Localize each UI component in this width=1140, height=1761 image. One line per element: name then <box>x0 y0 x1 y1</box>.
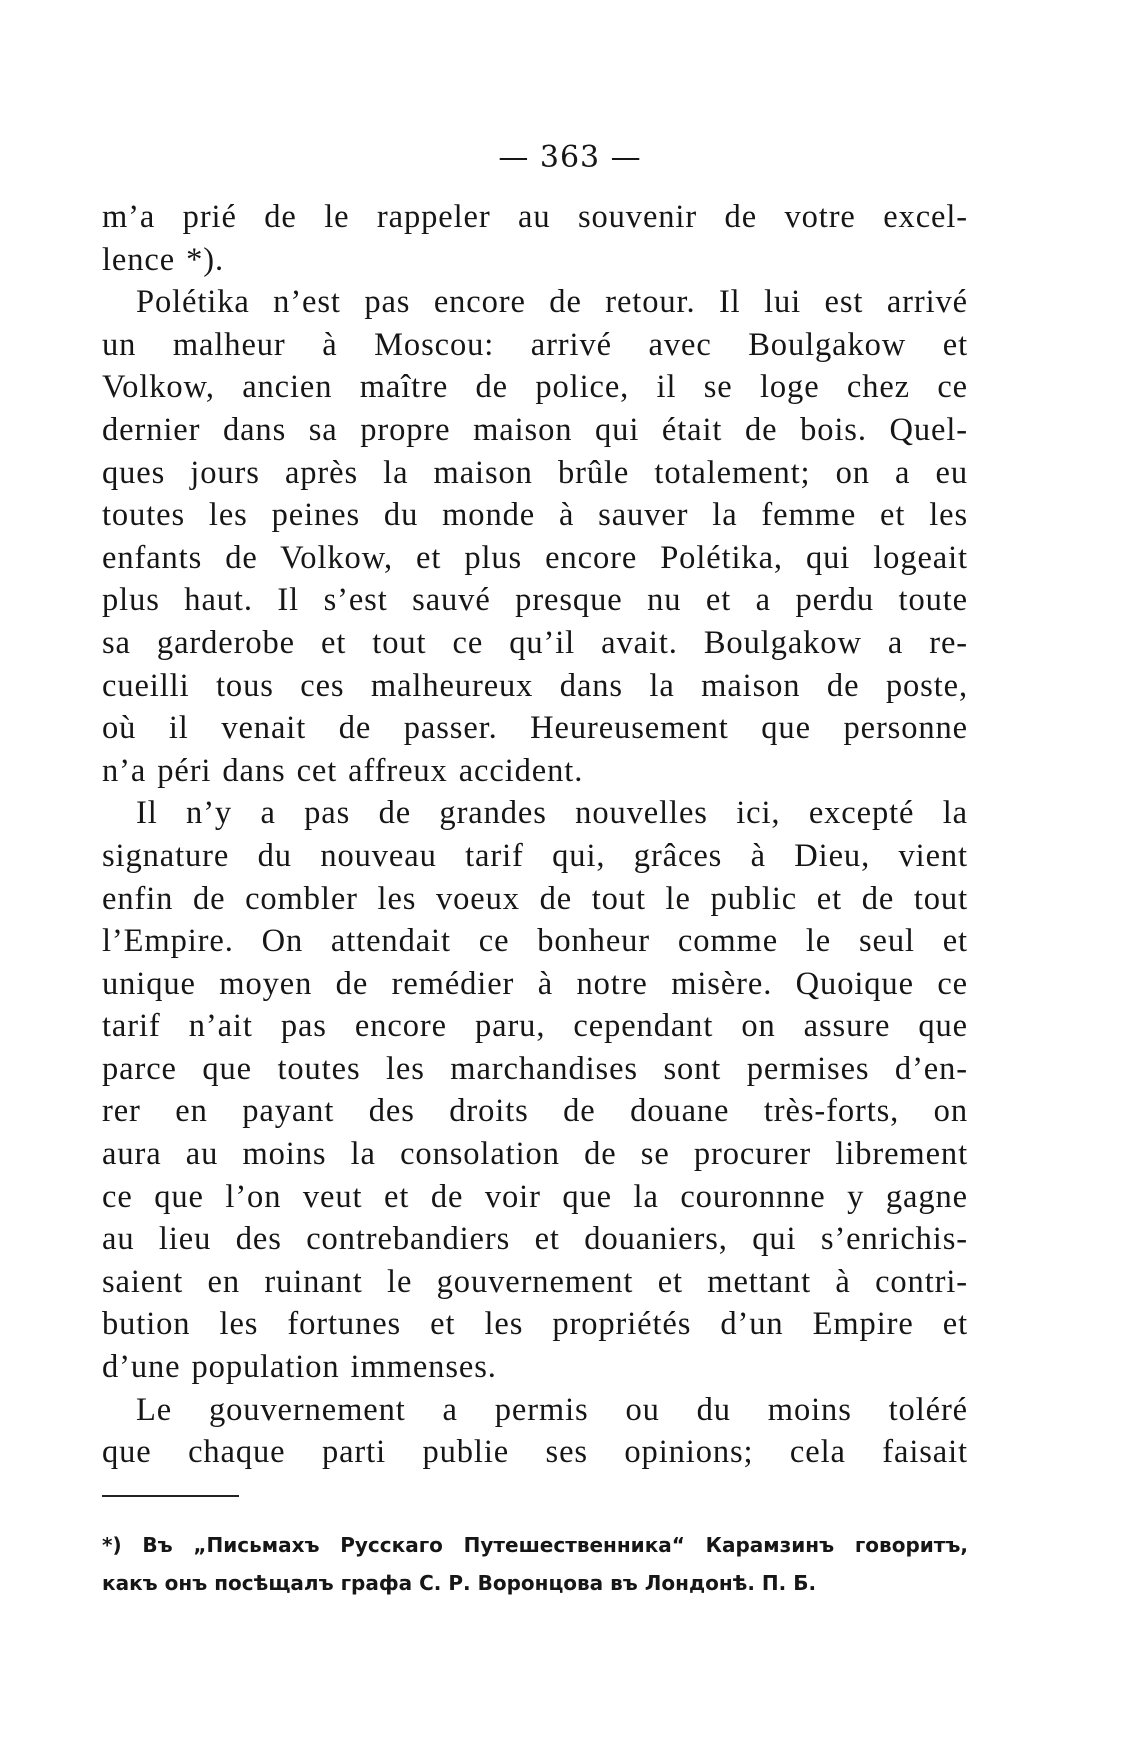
text-line: Le gouvernement a permis ou du moins toléré <box>136 1391 968 1428</box>
text-line: un malheur à Moscou: arrivé avec Boulgakow et <box>102 326 968 363</box>
text-line: enfin de combler les voeux de tout le public et de tout <box>102 880 968 917</box>
text-line: d’une population immenses. <box>102 1349 497 1386</box>
text-line: Il n’y a pas de grandes nouvelles ici, excepté la <box>136 795 968 832</box>
footnote-line: *) Въ „Письмахъ Русскаго Путешественника“ Карамзинъ говоритъ, <box>102 1533 968 1557</box>
text-line: dernier dans sa propre maison qui était de bois. Quel- <box>102 411 968 448</box>
text-line: Volkow, ancien maître de police, il se loge chez ce <box>102 369 968 406</box>
text-line: aura au moins la consolation de se procurer librement <box>102 1136 968 1173</box>
text-line: enfants de Volkow, et plus encore Polétika, qui logeait <box>102 539 968 576</box>
text-line: plus haut. Il s’est sauvé presque nu et a perdu toute <box>102 582 968 619</box>
text-line: m’a prié de le rappeler au souvenir de votre excel- <box>102 199 968 235</box>
footnote-divider <box>102 1495 239 1497</box>
text-line: cueilli tous ces malheureux dans la maison de poste, <box>102 667 968 704</box>
text-line: signature du nouveau tarif qui, grâces à Dieu, vient <box>102 837 968 874</box>
page-number: — 363 — <box>498 140 642 175</box>
text-line: saient en ruinant le gouvernement et mettant à contri- <box>102 1263 968 1300</box>
text-line: sa garderobe et tout ce qu’il avait. Boulgakow a re- <box>102 624 968 661</box>
body-text <box>102 196 968 1474</box>
text-line: n’a péri dans cet affreux accident. <box>102 752 584 789</box>
text-line: parce que toutes les marchandises sont permises d’en- <box>102 1050 968 1087</box>
text-line: lence *). <box>102 241 224 278</box>
text-line: toutes les peines du monde à sauver la femme et les <box>102 497 968 534</box>
text-line: où il venait de passer. Heureusement que personne <box>102 710 968 747</box>
text-line: tarif n’ait pas encore paru, cependant on assure que <box>102 1008 968 1045</box>
text-line: ce que l’on veut et de voir que la couronnne y gagne <box>102 1178 968 1215</box>
footnote <box>102 1526 968 1602</box>
text-line: Polétika n’est pas encore de retour. Il lui est arrivé <box>136 284 968 321</box>
text-line: que chaque parti publie ses opinions; cela faisait <box>102 1434 968 1471</box>
text-line: bution les fortunes et les propriétés d’un Empire et <box>102 1306 968 1343</box>
text-line: rer en payant des droits de douane très-forts, on <box>102 1093 968 1130</box>
text-line: l’Empire. On attendait ce bonheur comme le seul et <box>102 923 968 960</box>
footnote-line: какъ онъ посѣщалъ графа С. Р. Воронцова въ Лондонѣ. П. Б. <box>102 1571 817 1595</box>
text-line: ques jours après la maison brûle totalement; on a eu <box>102 454 968 491</box>
text-line: unique moyen de remédier à notre misère. Quoique ce <box>102 965 968 1002</box>
text-line: au lieu des contrebandiers et douaniers, qui s’enrichis- <box>102 1221 968 1258</box>
